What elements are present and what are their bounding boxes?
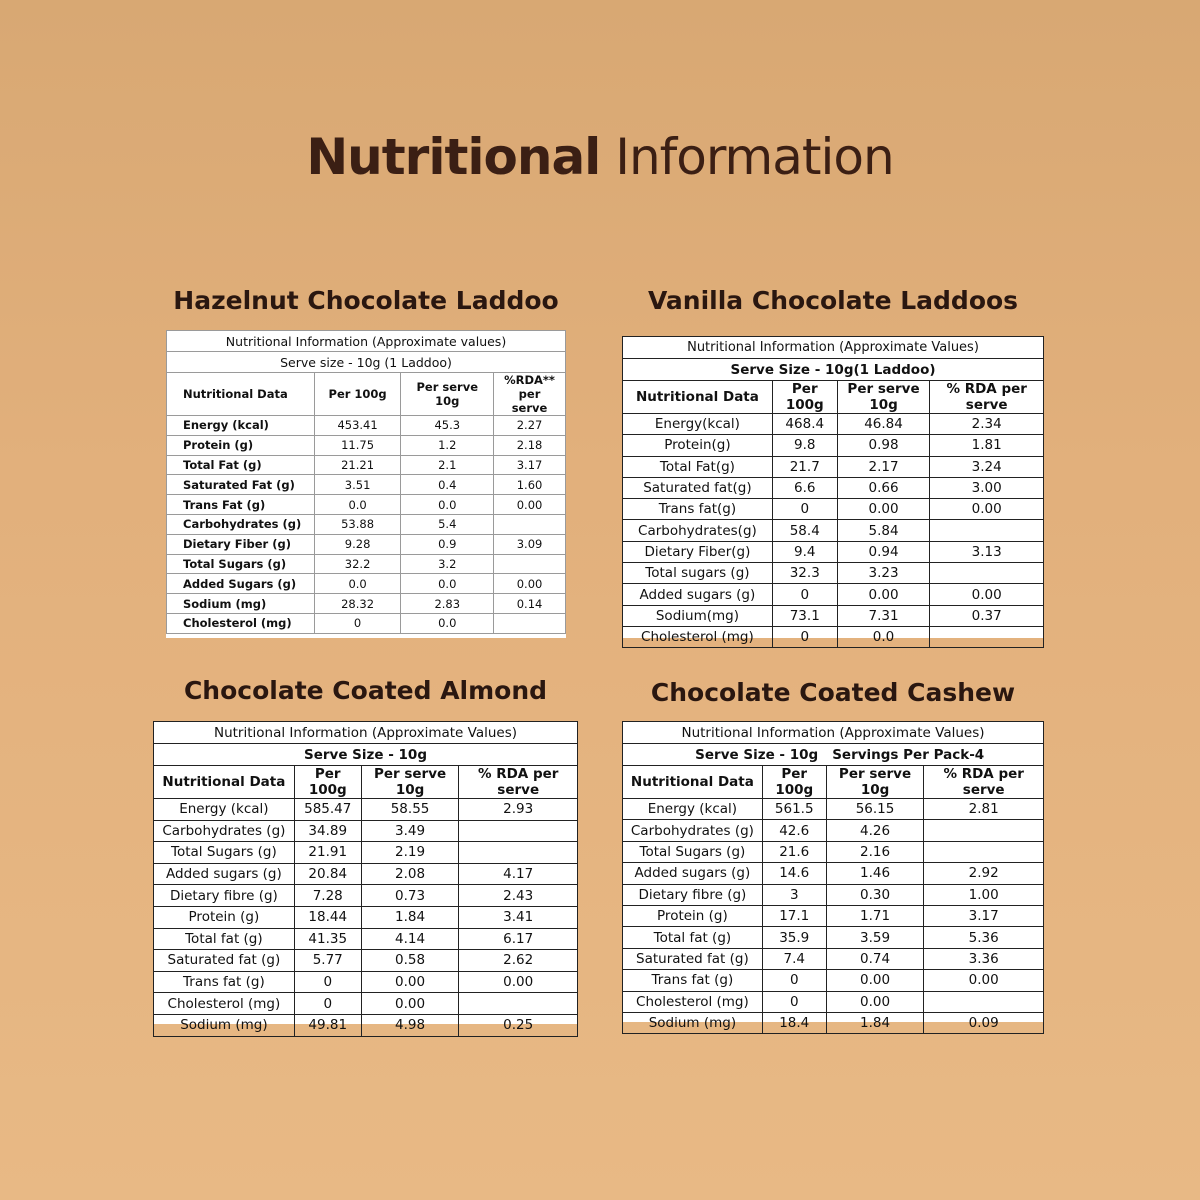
nutrient-name: Total Sugars (g) xyxy=(623,841,763,862)
nutrient-name: Added sugars (g) xyxy=(623,584,773,605)
cashew-table xyxy=(622,721,1044,1034)
per-serve-value: 0.00 xyxy=(361,993,459,1015)
per-serve-value: 1.71 xyxy=(826,905,924,926)
header-rda: % RDA per serve xyxy=(459,766,578,799)
header-per-100g: Per 100g xyxy=(762,766,826,799)
per-100g-value: 468.4 xyxy=(772,414,837,435)
table-caption: Nutritional Information (Approximate Values) xyxy=(623,722,1044,744)
nutrient-name: Sodium (mg) xyxy=(167,594,315,614)
rda-value xyxy=(494,554,566,574)
table-row xyxy=(623,584,1044,605)
per-serve-value: 1.84 xyxy=(361,906,459,928)
rda-value: 3.24 xyxy=(930,456,1044,477)
nutrient-name: Total Fat(g) xyxy=(623,456,773,477)
table-caption: Nutritional Information (Approximate values) xyxy=(167,331,566,352)
per-serve-value: 4.14 xyxy=(361,928,459,950)
page-title-light: Information xyxy=(615,128,894,186)
header-nutritional-data: Nutritional Data xyxy=(167,373,315,416)
rda-value xyxy=(924,841,1044,862)
table-row xyxy=(154,971,578,993)
per-100g-value: 20.84 xyxy=(294,863,361,885)
per-100g-value: 0 xyxy=(772,584,837,605)
table-row xyxy=(167,475,566,495)
per-100g-value: 21.7 xyxy=(772,456,837,477)
table-row xyxy=(623,991,1044,1012)
per-100g-value: 9.28 xyxy=(314,534,401,554)
rda-value: 6.17 xyxy=(459,928,578,950)
per-serve-value: 5.84 xyxy=(837,520,930,541)
header-nutritional-data: Nutritional Data xyxy=(154,766,295,799)
per-100g-value: 7.4 xyxy=(762,948,826,969)
rda-value: 0.00 xyxy=(494,495,566,515)
table-row xyxy=(623,477,1044,498)
table-row xyxy=(623,970,1044,991)
per-100g-value: 9.8 xyxy=(772,435,837,456)
nutrient-name: Protein (g) xyxy=(154,906,295,928)
per-100g-value: 18.4 xyxy=(762,1012,826,1033)
per-serve-value: 4.98 xyxy=(361,1014,459,1036)
table-row xyxy=(167,554,566,574)
nutrient-name: Added sugars (g) xyxy=(623,863,763,884)
per-100g-value: 0 xyxy=(294,993,361,1015)
cashew-card xyxy=(622,721,1044,1032)
nutrient-name: Saturated fat(g) xyxy=(623,477,773,498)
per-serve-value: 0.9 xyxy=(401,534,494,554)
per-100g-value: 3.51 xyxy=(314,475,401,495)
header-per-100g: Per 100g xyxy=(314,373,401,416)
per-100g-value: 18.44 xyxy=(294,906,361,928)
nutrient-name: Carbohydrates(g) xyxy=(623,520,773,541)
per-100g-value: 0 xyxy=(314,613,401,633)
table-row xyxy=(623,1012,1044,1033)
nutrient-name: Total fat (g) xyxy=(154,928,295,950)
per-100g-value: 53.88 xyxy=(314,514,401,534)
rda-value: 3.09 xyxy=(494,534,566,554)
per-serve-value: 0.0 xyxy=(401,613,494,633)
table-row xyxy=(623,456,1044,477)
nutrient-name: Energy(kcal) xyxy=(623,414,773,435)
serve-size: Serve Size - 10g xyxy=(154,744,578,766)
rda-value: 0.00 xyxy=(930,499,1044,520)
table-row xyxy=(154,863,578,885)
header-rda: % RDA per serve xyxy=(930,381,1044,414)
per-100g-value: 453.41 xyxy=(314,416,401,436)
nutrient-name: Trans fat (g) xyxy=(154,971,295,993)
table-row xyxy=(623,414,1044,435)
per-serve-value: 2.19 xyxy=(361,842,459,864)
per-serve-value: 2.83 xyxy=(401,594,494,614)
table-row xyxy=(154,993,578,1015)
nutrient-name: Saturated fat (g) xyxy=(154,950,295,972)
rda-value xyxy=(930,626,1044,647)
nutrient-name: Trans Fat (g) xyxy=(167,495,315,515)
nutrient-name: Saturated fat (g) xyxy=(623,948,763,969)
per-serve-value: 45.3 xyxy=(401,416,494,436)
table-caption: Nutritional Information (Approximate Values) xyxy=(623,337,1044,359)
per-serve-value: 0.66 xyxy=(837,477,930,498)
rda-value xyxy=(459,820,578,842)
per-100g-value: 585.47 xyxy=(294,799,361,821)
nutrient-name: Protein(g) xyxy=(623,435,773,456)
header-per-serve: Per serve 10g xyxy=(401,373,494,416)
nutrient-name: Sodium (mg) xyxy=(154,1014,295,1036)
rda-value xyxy=(494,514,566,534)
table-row xyxy=(167,613,566,633)
table-caption: Nutritional Information (Approximate Values) xyxy=(154,722,578,744)
per-100g-value: 42.6 xyxy=(762,820,826,841)
per-serve-value: 3.49 xyxy=(361,820,459,842)
rda-value: 3.13 xyxy=(930,541,1044,562)
per-100g-value: 58.4 xyxy=(772,520,837,541)
table-row xyxy=(167,594,566,614)
per-100g-value: 0 xyxy=(772,499,837,520)
per-100g-value: 0 xyxy=(294,971,361,993)
per-100g-value: 0.0 xyxy=(314,495,401,515)
table-row xyxy=(154,928,578,950)
per-100g-value: 49.81 xyxy=(294,1014,361,1036)
rda-value: 5.36 xyxy=(924,927,1044,948)
rda-value: 1.81 xyxy=(930,435,1044,456)
table-row xyxy=(154,885,578,907)
per-serve-value: 46.84 xyxy=(837,414,930,435)
table-row xyxy=(154,950,578,972)
per-100g-value: 0.0 xyxy=(314,574,401,594)
table-row xyxy=(154,1014,578,1036)
table-row xyxy=(154,842,578,864)
per-100g-value: 34.89 xyxy=(294,820,361,842)
rda-value: 1.60 xyxy=(494,475,566,495)
header-nutritional-data: Nutritional Data xyxy=(623,766,763,799)
serve-size: Serve Size - 10g(1 Laddoo) xyxy=(623,359,1044,381)
cashew-title: Chocolate Coated Cashew xyxy=(650,678,1016,707)
header-per-100g: Per 100g xyxy=(294,766,361,799)
per-100g-value: 21.6 xyxy=(762,841,826,862)
nutrient-name: Protein (g) xyxy=(167,435,315,455)
nutrient-name: Dietary Fiber (g) xyxy=(167,534,315,554)
rda-value: 0.25 xyxy=(459,1014,578,1036)
per-serve-value: 0.4 xyxy=(401,475,494,495)
table-row xyxy=(623,799,1044,820)
rda-value: 2.93 xyxy=(459,799,578,821)
nutrient-name: Cholesterol (mg) xyxy=(154,993,295,1015)
nutrient-name: Sodium (mg) xyxy=(623,1012,763,1033)
rda-value: 2.81 xyxy=(924,799,1044,820)
nutrient-name: Cholesterol (mg) xyxy=(623,991,763,1012)
rda-value: 2.18 xyxy=(494,435,566,455)
nutrient-name: Energy (kcal) xyxy=(167,416,315,436)
serve-size: Serve Size - 10g xyxy=(623,744,827,766)
nutrient-name: Cholesterol (mg) xyxy=(167,613,315,633)
rda-value: 0.14 xyxy=(494,594,566,614)
nutrient-name: Dietary Fiber(g) xyxy=(623,541,773,562)
per-100g-value: 7.28 xyxy=(294,885,361,907)
per-100g-value: 73.1 xyxy=(772,605,837,626)
rda-value: 0.37 xyxy=(930,605,1044,626)
per-100g-value: 28.32 xyxy=(314,594,401,614)
nutrient-name: Energy (kcal) xyxy=(623,799,763,820)
rda-value: 0.00 xyxy=(459,971,578,993)
per-100g-value: 32.2 xyxy=(314,554,401,574)
rda-value: 0.00 xyxy=(924,970,1044,991)
per-100g-value: 21.91 xyxy=(294,842,361,864)
header-per-serve: Per serve 10g xyxy=(837,381,930,414)
per-100g-value: 9.4 xyxy=(772,541,837,562)
per-serve-value: 0.0 xyxy=(401,495,494,515)
table-row xyxy=(167,416,566,436)
per-100g-value: 0 xyxy=(762,991,826,1012)
nutrient-name: Added Sugars (g) xyxy=(167,574,315,594)
table-row xyxy=(623,863,1044,884)
per-serve-value: 3.23 xyxy=(837,563,930,584)
nutrient-name: Total sugars (g) xyxy=(623,563,773,584)
per-serve-value: 3.2 xyxy=(401,554,494,574)
nutrient-name: Added sugars (g) xyxy=(154,863,295,885)
per-serve-value: 2.08 xyxy=(361,863,459,885)
nutrient-name: Total fat (g) xyxy=(623,927,763,948)
per-serve-value: 2.1 xyxy=(401,455,494,475)
table-row xyxy=(623,563,1044,584)
table-row xyxy=(623,520,1044,541)
table-row xyxy=(154,906,578,928)
per-100g-value: 17.1 xyxy=(762,905,826,926)
nutrient-name: Carbohydrates (g) xyxy=(167,514,315,534)
per-serve-value: 4.26 xyxy=(826,820,924,841)
header-per-100g: Per 100g xyxy=(772,381,837,414)
table-row xyxy=(623,927,1044,948)
almond-table xyxy=(153,721,578,1037)
per-serve-value: 0.00 xyxy=(826,991,924,1012)
nutrient-name: Trans fat (g) xyxy=(623,970,763,991)
nutrient-name: Sodium(mg) xyxy=(623,605,773,626)
table-row xyxy=(623,948,1044,969)
rda-value: 0.00 xyxy=(494,574,566,594)
per-100g-value: 35.9 xyxy=(762,927,826,948)
per-100g-value: 41.35 xyxy=(294,928,361,950)
per-serve-value: 7.31 xyxy=(837,605,930,626)
table-row xyxy=(623,499,1044,520)
per-100g-value: 0 xyxy=(762,970,826,991)
rda-value xyxy=(924,991,1044,1012)
header-per-serve: Per serve 10g xyxy=(361,766,459,799)
nutrient-name: Trans fat(g) xyxy=(623,499,773,520)
hazelnut-title: Hazelnut Chocolate Laddoo xyxy=(173,286,559,315)
per-100g-value: 0 xyxy=(772,626,837,647)
per-100g-value: 11.75 xyxy=(314,435,401,455)
per-serve-value: 0.73 xyxy=(361,885,459,907)
nutrient-name: Dietary fibre (g) xyxy=(623,884,763,905)
rda-value: 2.43 xyxy=(459,885,578,907)
rda-value: 3.17 xyxy=(924,905,1044,926)
per-serve-value: 58.55 xyxy=(361,799,459,821)
hazelnut-table xyxy=(166,330,566,634)
table-row xyxy=(623,541,1044,562)
almond-title: Chocolate Coated Almond xyxy=(183,676,548,705)
per-serve-value: 0.74 xyxy=(826,948,924,969)
per-serve-value: 2.17 xyxy=(837,456,930,477)
per-serve-value: 3.59 xyxy=(826,927,924,948)
per-100g-value: 6.6 xyxy=(772,477,837,498)
vanilla-table xyxy=(622,336,1044,648)
nutrient-name: Total Sugars (g) xyxy=(167,554,315,574)
per-serve-value: 0.58 xyxy=(361,950,459,972)
per-serve-value: 1.84 xyxy=(826,1012,924,1033)
per-serve-value: 0.30 xyxy=(826,884,924,905)
table-row xyxy=(167,495,566,515)
header-rda: % RDA per serve xyxy=(924,766,1044,799)
rda-value: 2.27 xyxy=(494,416,566,436)
vanilla-title: Vanilla Chocolate Laddoos xyxy=(647,286,1019,315)
per-serve-value: 0.00 xyxy=(837,584,930,605)
header-rda: %RDA** per serve xyxy=(494,373,566,416)
per-serve-value: 0.94 xyxy=(837,541,930,562)
per-serve-value: 5.4 xyxy=(401,514,494,534)
table-row xyxy=(623,626,1044,647)
nutrient-name: Carbohydrates (g) xyxy=(623,820,763,841)
nutrient-name: Dietary fibre (g) xyxy=(154,885,295,907)
rda-value: 2.34 xyxy=(930,414,1044,435)
per-serve-value: 0.0 xyxy=(401,574,494,594)
per-serve-value: 0.00 xyxy=(361,971,459,993)
table-row xyxy=(623,435,1044,456)
table-row xyxy=(167,435,566,455)
rda-value xyxy=(459,993,578,1015)
per-serve-value: 0.98 xyxy=(837,435,930,456)
table-row xyxy=(623,884,1044,905)
rda-value: 3.17 xyxy=(494,455,566,475)
table-row xyxy=(167,574,566,594)
per-100g-value: 561.5 xyxy=(762,799,826,820)
table-row xyxy=(623,841,1044,862)
per-serve-value: 0.00 xyxy=(837,499,930,520)
nutrient-name: Cholesterol (mg) xyxy=(623,626,773,647)
per-serve-value: 0.0 xyxy=(837,626,930,647)
per-100g-value: 5.77 xyxy=(294,950,361,972)
table-row xyxy=(623,905,1044,926)
table-row xyxy=(167,455,566,475)
nutrient-name: Energy (kcal) xyxy=(154,799,295,821)
per-100g-value: 3 xyxy=(762,884,826,905)
per-serve-value: 0.00 xyxy=(826,970,924,991)
per-100g-value: 21.21 xyxy=(314,455,401,475)
page-title-bold: Nutritional xyxy=(306,128,601,186)
per-100g-value: 32.3 xyxy=(772,563,837,584)
nutrient-name: Total Fat (g) xyxy=(167,455,315,475)
hazelnut-card xyxy=(166,330,566,638)
rda-value: 2.62 xyxy=(459,950,578,972)
rda-value xyxy=(924,820,1044,841)
serve-size: Serve size - 10g (1 Laddoo) xyxy=(167,352,566,373)
table-row xyxy=(167,534,566,554)
almond-card xyxy=(153,721,578,1034)
servings-per-pack: Servings Per Pack-4 xyxy=(826,744,1043,766)
rda-value: 3.00 xyxy=(930,477,1044,498)
rda-value: 3.41 xyxy=(459,906,578,928)
nutrient-name: Total Sugars (g) xyxy=(154,842,295,864)
table-row xyxy=(623,605,1044,626)
table-row xyxy=(154,799,578,821)
rda-value xyxy=(459,842,578,864)
nutrient-name: Saturated Fat (g) xyxy=(167,475,315,495)
rda-value: 0.00 xyxy=(930,584,1044,605)
rda-value xyxy=(930,520,1044,541)
page-title xyxy=(0,128,1200,186)
per-serve-value: 2.16 xyxy=(826,841,924,862)
rda-value: 3.36 xyxy=(924,948,1044,969)
table-row xyxy=(154,820,578,842)
per-serve-value: 56.15 xyxy=(826,799,924,820)
per-serve-value: 1.46 xyxy=(826,863,924,884)
per-100g-value: 14.6 xyxy=(762,863,826,884)
rda-value: 0.09 xyxy=(924,1012,1044,1033)
table-row xyxy=(167,514,566,534)
rda-value: 4.17 xyxy=(459,863,578,885)
rda-value xyxy=(494,613,566,633)
rda-value: 2.92 xyxy=(924,863,1044,884)
per-serve-value: 1.2 xyxy=(401,435,494,455)
table-row xyxy=(623,820,1044,841)
nutrient-name: Carbohydrates (g) xyxy=(154,820,295,842)
rda-value: 1.00 xyxy=(924,884,1044,905)
header-nutritional-data: Nutritional Data xyxy=(623,381,773,414)
rda-value xyxy=(930,563,1044,584)
header-per-serve: Per serve 10g xyxy=(826,766,924,799)
vanilla-card xyxy=(622,336,1044,646)
nutrient-name: Protein (g) xyxy=(623,905,763,926)
